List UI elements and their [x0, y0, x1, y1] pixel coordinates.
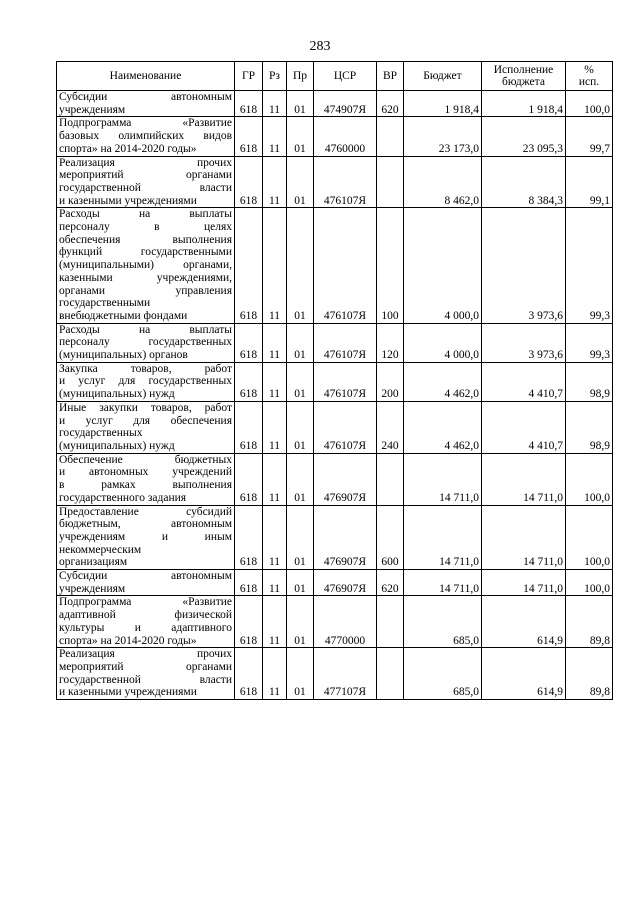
row-gr: 618: [235, 596, 263, 648]
row-name: [57, 323, 235, 362]
page-number: 283: [309, 39, 331, 54]
header-percent-line2: исп.: [578, 76, 600, 88]
row-percent: 89,8: [566, 648, 613, 700]
row-name-line: спорта» на 2014-2020 годы»: [59, 634, 197, 647]
header-percent-line1: %: [584, 64, 594, 76]
row-gr: 618: [235, 91, 263, 117]
row-name-line: (муниципальных) нужд: [59, 439, 175, 452]
header-execution-line2: бюджета: [502, 76, 545, 88]
row-pr: 01: [287, 362, 314, 401]
row-name: [57, 91, 235, 117]
table-row: [57, 570, 613, 596]
row-vr: [377, 648, 404, 700]
table-row: [57, 323, 613, 362]
row-budget: 4 000,0: [404, 323, 482, 362]
row-name-line: учреждениям: [59, 103, 126, 116]
row-name: [57, 570, 235, 596]
row-budget: 4 462,0: [404, 401, 482, 453]
row-name: [57, 453, 235, 505]
row-name-line: персоналу государственных: [59, 336, 232, 349]
row-name-line: (муниципальных) органов: [59, 349, 188, 362]
row-name-line: и услуг для обеспечения: [59, 414, 232, 427]
row-rz: 11: [263, 401, 287, 453]
header-csr: ЦСР: [314, 62, 377, 91]
row-csr: 4770000: [314, 596, 377, 648]
row-name-line: государственного задания: [59, 491, 187, 504]
row-name: [57, 362, 235, 401]
table-row: [57, 648, 613, 700]
row-name-line: Закупка товаров, работ: [59, 362, 232, 375]
row-percent: 100,0: [566, 453, 613, 505]
row-budget: 685,0: [404, 596, 482, 648]
row-csr: 476107Я: [314, 208, 377, 323]
row-name-line: некоммерческим: [59, 543, 142, 556]
row-vr: [377, 156, 404, 208]
row-percent: 99,3: [566, 323, 613, 362]
row-budget: 14 711,0: [404, 505, 482, 570]
row-vr: [377, 453, 404, 505]
row-name-line: организациям: [59, 556, 128, 569]
row-rz: 11: [263, 362, 287, 401]
row-name-line: Расходы на выплаты: [59, 208, 232, 221]
row-name-line: адаптивной физической: [59, 609, 232, 622]
row-budget: 4 000,0: [404, 208, 482, 323]
row-name-line: культуры и адаптивного: [59, 621, 232, 634]
row-name-line: Предоставление субсидий: [59, 505, 232, 518]
row-name: [57, 401, 235, 453]
row-rz: 11: [263, 156, 287, 208]
row-budget: 23 173,0: [404, 117, 482, 156]
row-name-line: учреждениям: [59, 582, 126, 595]
row-name-line: в рамках выполнения: [59, 479, 232, 492]
row-name: [57, 117, 235, 156]
row-rz: 11: [263, 505, 287, 570]
row-gr: 618: [235, 570, 263, 596]
row-name-line: и казенными учреждениями: [59, 686, 197, 699]
row-pr: 01: [287, 648, 314, 700]
row-execution: 1 918,4: [482, 91, 566, 117]
row-name-line: мероприятий органами: [59, 169, 232, 182]
row-percent: 89,8: [566, 596, 613, 648]
table-row: [57, 117, 613, 156]
row-budget: 14 711,0: [404, 570, 482, 596]
row-name-line: Субсидии автономным: [59, 91, 232, 103]
row-name-line: и автономных учреждений: [59, 466, 232, 479]
row-pr: 01: [287, 401, 314, 453]
row-vr: 620: [377, 91, 404, 117]
row-csr: 4760000: [314, 117, 377, 156]
table-row: [57, 401, 613, 453]
row-rz: 11: [263, 208, 287, 323]
row-vr: 600: [377, 505, 404, 570]
row-budget: 1 918,4: [404, 91, 482, 117]
table-row: [57, 362, 613, 401]
row-gr: 618: [235, 453, 263, 505]
row-vr: 200: [377, 362, 404, 401]
row-name-line: функций государственными: [59, 246, 232, 259]
row-name-line: и услуг для государственных: [59, 375, 232, 388]
header-budget: Бюджет: [404, 62, 482, 91]
row-percent: 99,3: [566, 208, 613, 323]
row-csr: 476107Я: [314, 401, 377, 453]
row-name-line: Подпрограмма «Развитие: [59, 596, 232, 609]
table-row: [57, 156, 613, 208]
row-pr: 01: [287, 156, 314, 208]
row-name-line: и казенными учреждениями: [59, 194, 197, 207]
row-name-line: Подпрограмма «Развитие: [59, 117, 232, 130]
row-name-line: спорта» на 2014-2020 годы»: [59, 142, 197, 155]
row-name-line: мероприятий органами: [59, 660, 232, 673]
row-name-line: (муниципальными) органами,: [59, 259, 232, 272]
table-row: [57, 208, 613, 323]
row-name: [57, 156, 235, 208]
row-name-line: государственной власти: [59, 181, 232, 194]
row-vr: 100: [377, 208, 404, 323]
row-budget: 4 462,0: [404, 362, 482, 401]
row-csr: 474907Я: [314, 91, 377, 117]
row-vr: 620: [377, 570, 404, 596]
row-name-line: государственной власти: [59, 673, 232, 686]
table-header-row: [57, 62, 613, 91]
row-vr: 120: [377, 323, 404, 362]
row-name: [57, 648, 235, 700]
row-name-line: государственными: [59, 297, 151, 310]
row-name: [57, 208, 235, 323]
header-gr: ГР: [235, 62, 263, 91]
row-percent: 100,0: [566, 91, 613, 117]
row-csr: 476907Я: [314, 505, 377, 570]
row-name-line: Обеспечение бюджетных: [59, 453, 232, 466]
row-gr: 618: [235, 648, 263, 700]
header-vr: ВР: [377, 62, 404, 91]
row-name-line: Расходы на выплаты: [59, 323, 232, 336]
row-name-line: Субсидии автономным: [59, 570, 232, 583]
row-name-line: учреждениям и иным: [59, 530, 232, 543]
row-execution: 8 384,3: [482, 156, 566, 208]
row-budget: 685,0: [404, 648, 482, 700]
header-pr: Пр: [287, 62, 314, 91]
row-csr: 476907Я: [314, 453, 377, 505]
row-rz: 11: [263, 648, 287, 700]
row-pr: 01: [287, 570, 314, 596]
row-percent: 98,9: [566, 401, 613, 453]
row-budget: 8 462,0: [404, 156, 482, 208]
row-gr: 618: [235, 323, 263, 362]
row-gr: 618: [235, 117, 263, 156]
row-rz: 11: [263, 91, 287, 117]
table-body: [57, 91, 613, 700]
row-percent: 99,7: [566, 117, 613, 156]
row-percent: 100,0: [566, 505, 613, 570]
row-gr: 618: [235, 401, 263, 453]
row-name-line: органами управления: [59, 284, 232, 297]
row-vr: [377, 117, 404, 156]
row-rz: 11: [263, 596, 287, 648]
row-csr: 476107Я: [314, 156, 377, 208]
row-vr: 240: [377, 401, 404, 453]
row-csr: 477107Я: [314, 648, 377, 700]
row-rz: 11: [263, 453, 287, 505]
row-pr: 01: [287, 453, 314, 505]
row-csr: 476907Я: [314, 570, 377, 596]
row-name-line: бюджетным, автономным: [59, 518, 232, 531]
row-csr: 476107Я: [314, 362, 377, 401]
header-execution-line1: Исполнение: [493, 64, 554, 76]
row-name-line: казенными учреждениями,: [59, 271, 232, 284]
row-percent: 100,0: [566, 570, 613, 596]
row-gr: 618: [235, 208, 263, 323]
row-execution: 14 711,0: [482, 453, 566, 505]
row-name-line: базовых олимпийских видов: [59, 130, 232, 143]
row-execution: 614,9: [482, 648, 566, 700]
row-budget: 14 711,0: [404, 453, 482, 505]
row-rz: 11: [263, 570, 287, 596]
row-gr: 618: [235, 505, 263, 570]
row-pr: 01: [287, 323, 314, 362]
row-name-line: внебюджетными фондами: [59, 309, 188, 322]
row-name-line: Реализация прочих: [59, 156, 232, 169]
row-name-line: обеспечения выполнения: [59, 233, 232, 246]
header-percent: [566, 62, 613, 91]
row-vr: [377, 596, 404, 648]
row-csr: 476107Я: [314, 323, 377, 362]
row-pr: 01: [287, 596, 314, 648]
row-rz: 11: [263, 323, 287, 362]
row-execution: 23 095,3: [482, 117, 566, 156]
header-rz: Рз: [263, 62, 287, 91]
row-execution: 4 410,7: [482, 401, 566, 453]
table-row: [57, 453, 613, 505]
row-name-line: Реализация прочих: [59, 648, 232, 661]
row-execution: 14 711,0: [482, 505, 566, 570]
row-gr: 618: [235, 362, 263, 401]
row-pr: 01: [287, 208, 314, 323]
row-execution: 614,9: [482, 596, 566, 648]
row-rz: 11: [263, 117, 287, 156]
row-name-line: государственных: [59, 427, 143, 440]
row-percent: 98,9: [566, 362, 613, 401]
budget-table: [56, 61, 613, 700]
row-pr: 01: [287, 91, 314, 117]
table-row: [57, 505, 613, 570]
row-gr: 618: [235, 156, 263, 208]
table-row: [57, 91, 613, 117]
row-execution: 14 711,0: [482, 570, 566, 596]
row-execution: 4 410,7: [482, 362, 566, 401]
row-name-line: персоналу в целях: [59, 221, 232, 234]
header-execution: [482, 62, 566, 91]
header-name: Наименование: [57, 62, 235, 91]
row-pr: 01: [287, 117, 314, 156]
row-name-line: (муниципальных) нужд: [59, 388, 175, 401]
row-name: [57, 596, 235, 648]
row-execution: 3 973,6: [482, 323, 566, 362]
row-execution: 3 973,6: [482, 208, 566, 323]
row-name: [57, 505, 235, 570]
table-row: [57, 596, 613, 648]
row-pr: 01: [287, 505, 314, 570]
row-percent: 99,1: [566, 156, 613, 208]
row-name-line: Иные закупки товаров, работ: [59, 401, 232, 414]
